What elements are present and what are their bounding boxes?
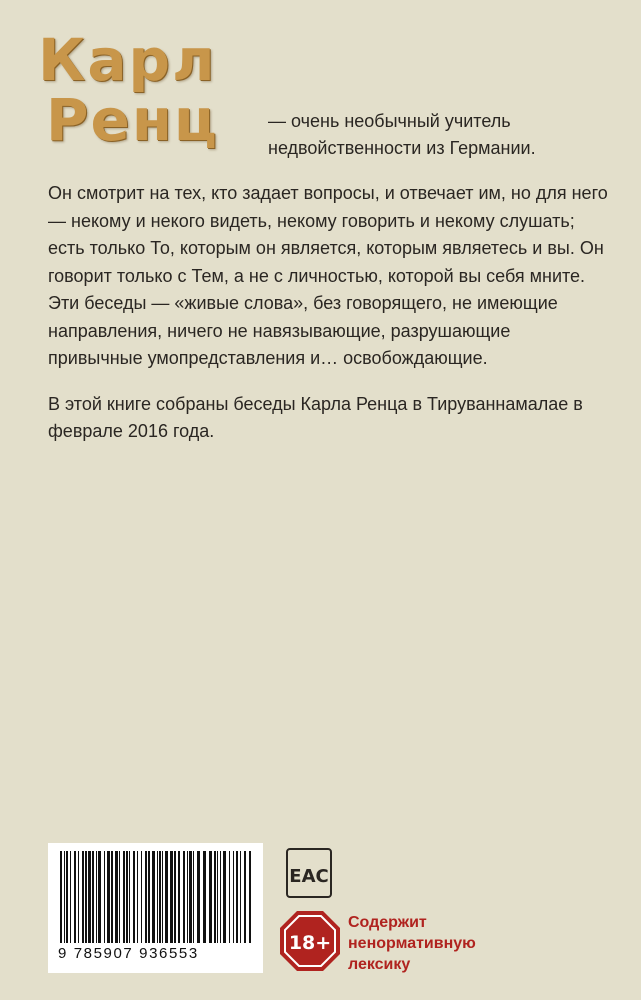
author-tagline: — очень необычный учитель недвойственности из Германии. [268, 111, 536, 158]
author-first-name: Карл [38, 26, 217, 94]
barcode [48, 843, 263, 973]
description [48, 180, 608, 464]
description-paragraph-2: В этой книге собраны беседы Карла Ренца в Тируваннамалае в феврале 2016 года. [48, 393, 583, 441]
eac-label: EAC [289, 866, 329, 887]
age-rating-label: 18+ [288, 932, 332, 954]
eac-certification-icon [286, 848, 332, 898]
age-rating-badge-icon [279, 910, 341, 972]
warning-line-3: лексику [348, 956, 411, 973]
barcode-bars-image [58, 851, 253, 943]
isbn-number: 9 785907 936553 [58, 945, 199, 962]
author-last-name: Ренц [46, 86, 219, 154]
content-warning [348, 912, 508, 975]
description-paragraph-1: Он смотрит на тех, кто задает вопросы, и отвечает им, но для него — некому и некого видеть, некому говорить и некому слушать; есть только То, которым он является, которым являетесь и вы. Он говорит только с Тем, а не с личностью, которой вы себя мните. Эти беседы — «живые слова», без говорящего, не имеющие направления, ничего не навязывающие, разрушающие привычные умопредставления и… освобождающие. [48, 183, 608, 368]
warning-line-1: Содержит [348, 914, 427, 931]
author-name [38, 26, 219, 154]
warning-line-2: ненормативную [348, 935, 476, 952]
